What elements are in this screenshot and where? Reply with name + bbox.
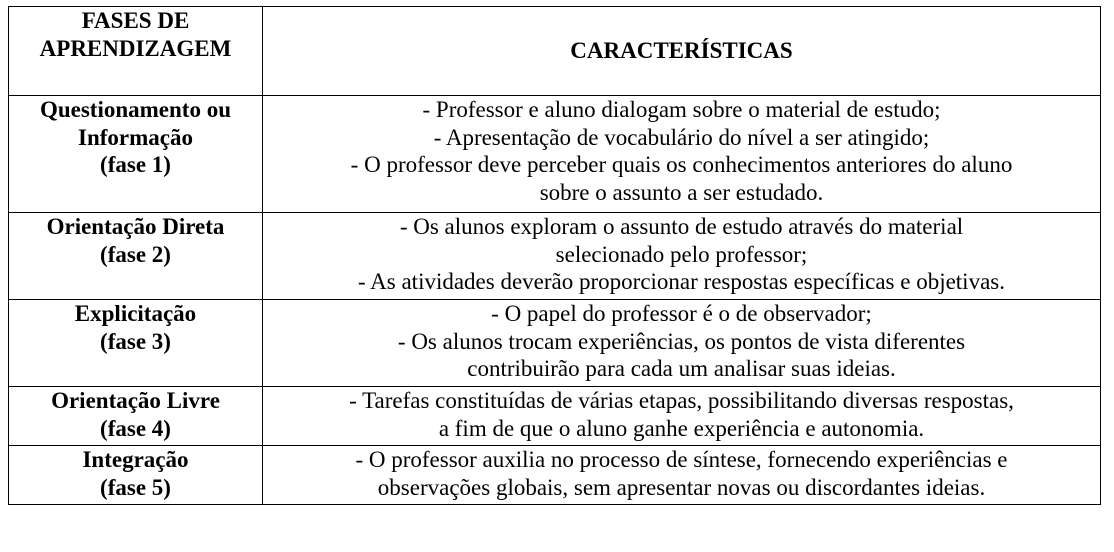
description-cell [263,300,1101,387]
description-cell [263,96,1101,213]
phase-cell [9,387,263,446]
phase-line: Questionamento ou [39,97,232,122]
table-row [9,387,1101,446]
description-line: - O papel do professor é o de observador; [491,301,872,326]
phase-line: (fase 3) [100,328,171,354]
description-line: a fim de que o aluno ganhe experiência e autonomia. [438,415,925,441]
description-line: sobre o assunto a ser estudado. [539,179,824,205]
header-phases [9,7,263,96]
description-line: - Os alunos exploram o assunto de estudo através do material [399,214,964,239]
table-row [9,213,1101,300]
description-line: - Professor e aluno dialogam sobre o material de estudo; [422,97,941,122]
phase-line: (fase 5) [100,474,171,500]
phase-cell [9,213,263,300]
phase-line: Orientação Direta [46,214,225,239]
description-line: - O professor deve perceber quais os conhecimentos anteriores do aluno [350,152,1013,177]
description-line: - As atividades deverão proporcionar respostas específicas e objetivas. [358,269,1005,294]
description-line: - Tarefas constituídas de várias etapas, possibilitando diversas respostas, [349,388,1014,413]
header-row [9,7,1101,96]
table-row [9,300,1101,387]
description-line: - Os alunos trocam experiências, os pontos de vista diferentes [397,328,966,354]
description-line: contribuirão para cada um analisar suas ideias. [467,356,896,381]
description-line: selecionado pelo professor; [555,241,808,267]
phase-line: (fase 4) [100,415,171,441]
table-row [9,446,1101,505]
header-phases-line-2: APRENDIZAGEM [39,35,232,61]
description-cell [263,446,1101,505]
header-characteristics: CARACTERÍSTICAS [263,7,1101,96]
header-phases-line-1: FASES DE [81,8,190,33]
phase-line: (fase 1) [100,152,171,177]
learning-phases-table [8,6,1101,505]
description-cell [263,387,1101,446]
description-line: - Apresentação de vocabulário do nível a ser atingido; [433,124,930,150]
phase-cell [9,300,263,387]
phase-line: (fase 2) [100,241,171,267]
description-cell [263,213,1101,300]
phase-line: Orientação Livre [51,388,220,413]
phase-cell [9,96,263,213]
phase-line: Integração [82,447,189,472]
phase-line: Explicitação [74,301,197,326]
phase-line: Informação [78,124,193,150]
phase-cell [9,446,263,505]
table-row [9,96,1101,213]
description-line: - O professor auxilia no processo de síntese, fornecendo experiências e [355,447,1008,472]
description-line: observações globais, sem apresentar novas ou discordantes ideias. [377,474,986,500]
